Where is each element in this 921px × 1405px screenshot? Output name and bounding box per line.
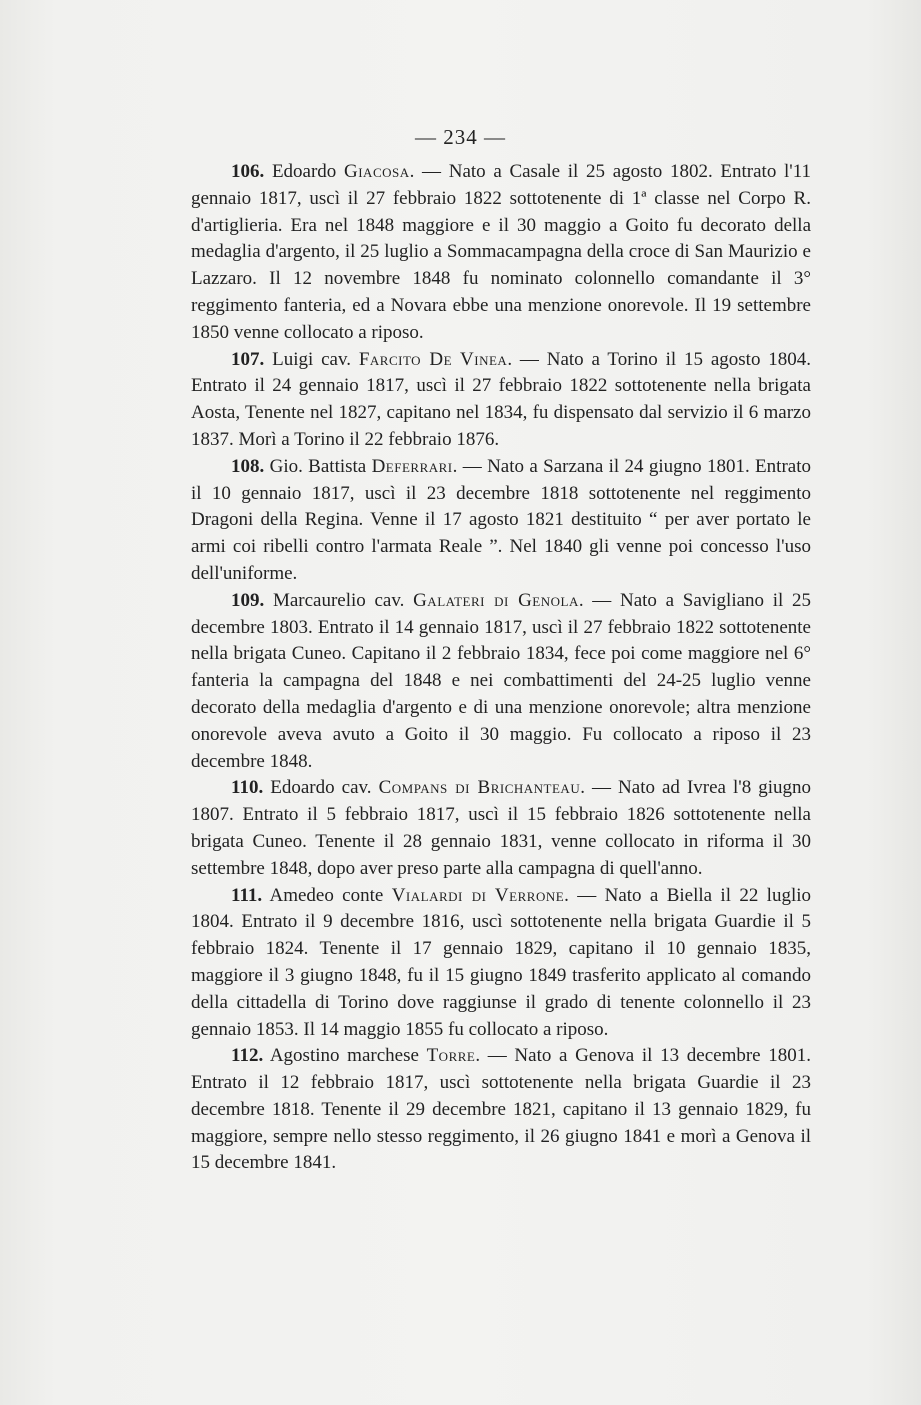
entry-name: Luigi cav. bbox=[272, 348, 351, 370]
entry-110 bbox=[191, 775, 811, 882]
entry-number: 106. bbox=[231, 161, 265, 182]
entry-name: Marcaurelio cav. bbox=[272, 589, 405, 611]
entry-body: . — Nato ad Ivrea l'8 giugno 1807. Entrato il 5 febbraio 1817, uscì il 15 febbraio 1826 sottotenente nella brigata Cuneo. Tenente il 28 gennaio 1831, venne collocato in riforma il 30 settembre 1848, dopo aver preso parte alla campagna di quell'anno. bbox=[191, 777, 812, 879]
entry-number: 109. bbox=[231, 589, 265, 611]
entry-name: Edoardo bbox=[271, 161, 337, 182]
entry-107 bbox=[191, 347, 811, 454]
entry-body: . — Nato a Biella il 22 luglio 1804. Entrato il 9 decembre 1816, uscì sottotenente nella brigata Guardie il 5 febbraio 1824. Tenente il 17 gennaio 1829, capitano il 10 gennaio 1835, maggiore il 3 giugno 1848, fu il 15 giugno 1849 trasferito applicato al comando della cittadella di Torino dove raggiunse il grado di tenente colonnello il 23 gennaio 1853. Il 14 maggio 1855 fu collocato a riposo. bbox=[191, 884, 812, 1040]
entry-number: 108. bbox=[231, 455, 265, 477]
text-block bbox=[191, 159, 811, 1177]
entry-surname: Giacosa bbox=[344, 161, 410, 182]
entry-body: . — Nato a Savigliano il 25 decembre 1803. Entrato il 14 gennaio 1817, uscì il 27 febbraio 1822 sottotenente nella brigata Cuneo. Capitano il 2 febbraio 1834, fece poi come maggiore nel 6° fanteria la campagna del 1848 e nei combattimenti del 24-25 luglio venne decorato della medaglia d'argento e di una menzione onorevole; altra menzione onorevole aveva avuto a Goito il 30 maggio. Fu collocato a riposo il 23 decembre 1848. bbox=[191, 589, 811, 772]
entry-name: Gio. Battista bbox=[269, 455, 367, 477]
entry-surname: Torre bbox=[426, 1045, 476, 1067]
entry-body: . — Nato a Sarzana il 24 giugno 1801. Entrato il 10 gennaio 1817, uscì il 23 decembre 1818 sottotenente nel reggimento Dragoni della Regina. Venne il 17 agosto 1821 destituito “ per aver portato le armi coi ribelli contro l'armata Reale ”. Nel 1840 gli venne poi concesso l'uso dell'uniforme. bbox=[191, 455, 811, 584]
entry-name: Agostino marchese bbox=[269, 1045, 419, 1067]
entry-109 bbox=[191, 588, 811, 776]
entry-108 bbox=[191, 454, 811, 588]
entry-number: 112. bbox=[231, 1045, 264, 1067]
entry-surname: Farcito De Vinea bbox=[358, 348, 508, 370]
entry-106 bbox=[191, 159, 811, 347]
entry-number: 110. bbox=[231, 777, 264, 799]
entry-surname: Galateri di Genola bbox=[413, 589, 579, 611]
entry-body: . — Nato a Casale il 25 agosto 1802. Entrato l'11 gennaio 1817, uscì il 27 febbraio 1822 sottotenente di 1ª classe nel Corpo R. d'artiglieria. Era nel 1848 maggiore e il 30 maggio a Goito fu decorato della medaglia d'argento, il 25 luglio a Sommacampagna della croce di San Maurizio e Lazzaro. Il 12 novembre 1848 fu nominato colonnello comandante il 3° reggimento fanteria, ed a Novara ebbe una menzione onorevole. Il 19 settembre 1850 venne collocato a riposo. bbox=[191, 161, 812, 343]
entry-name: Edoardo cav. bbox=[270, 777, 372, 799]
entry-111 bbox=[191, 883, 811, 1044]
entry-name: Amedeo conte bbox=[269, 884, 384, 906]
page-number: — 234 — bbox=[415, 125, 506, 149]
entry-112 bbox=[191, 1043, 811, 1177]
entry-body: . — Nato a Torino il 15 agosto 1804. Entrato il 24 gennaio 1817, uscì il 27 febbraio 1822 sottotenente nella brigata Aosta, Tenente nel 1827, capitano nel 1834, fu dispensato dal servizio il 6 marzo 1837. Morì a Torino il 22 febbraio 1876. bbox=[191, 348, 812, 450]
entry-surname: Deferrari bbox=[371, 455, 453, 477]
entry-number: 107. bbox=[231, 348, 265, 370]
entry-number: 111. bbox=[231, 884, 263, 906]
entry-surname: Compans di Brichanteau bbox=[378, 777, 581, 799]
entry-body: . — Nato a Genova il 13 decembre 1801. Entrato il 12 febbraio 1817, uscì sottotenente nella brigata Guardie il 23 decembre 1818. Tenente il 29 decembre 1821, capitano il 13 gennaio 1829, fu maggiore, sempre nello stesso reggimento, il 26 giugno 1841 e morì a Genova il 15 decembre 1841. bbox=[191, 1045, 812, 1174]
entry-surname: Vialardi di Verrone bbox=[391, 884, 565, 906]
